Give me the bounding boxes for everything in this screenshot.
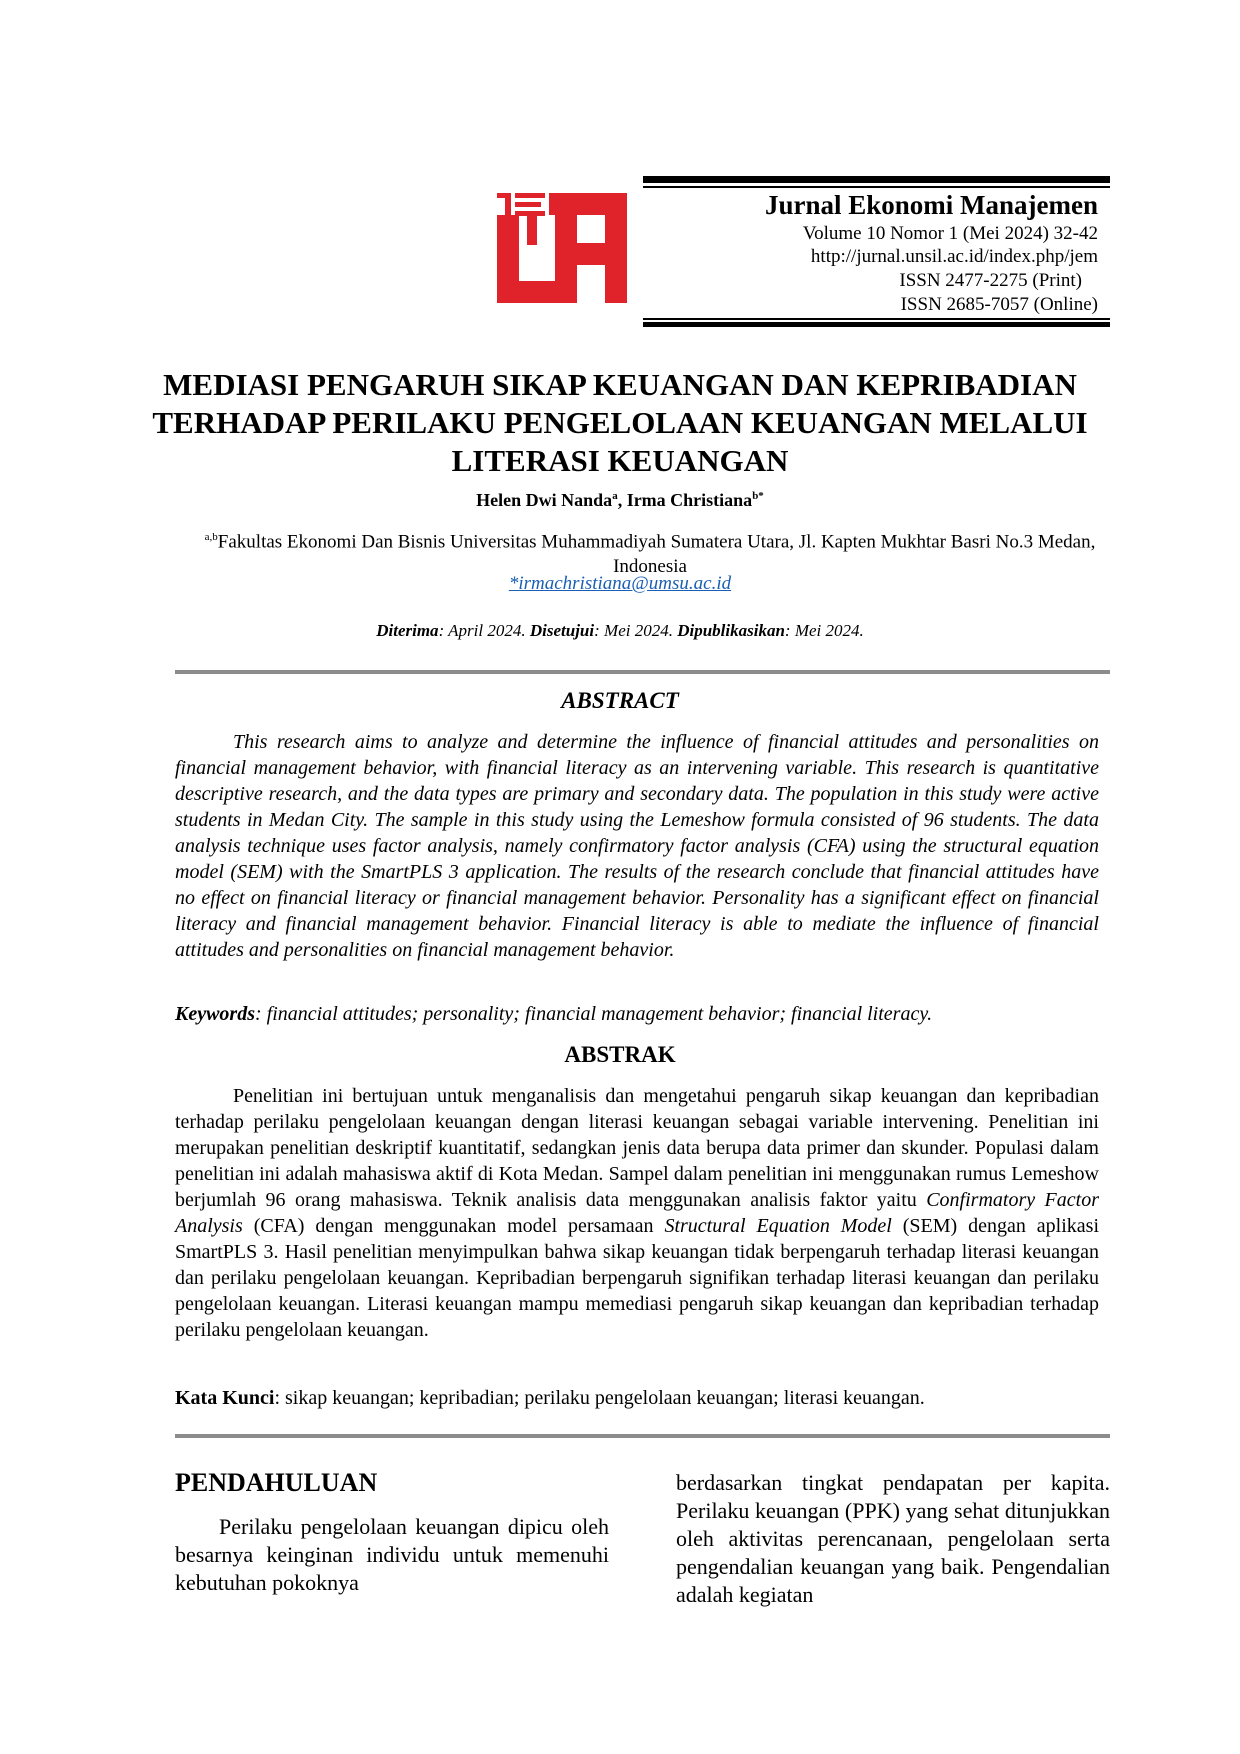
- abstract-heading: ABSTRACT: [561, 688, 679, 713]
- author-2: Irma Christiana: [626, 490, 753, 510]
- approved-label: Disetujui: [529, 621, 595, 640]
- author-1: Helen Dwi Nanda: [476, 490, 613, 510]
- header-rule-top: [643, 176, 1110, 183]
- divider-top: [175, 670, 1110, 674]
- header-rule-bottom-thin: [643, 318, 1110, 320]
- published-label: Dipublikasikan: [677, 621, 785, 640]
- keywords-text: : financial attitudes; personality; financial management behavior; financial literacy.: [255, 1003, 933, 1025]
- article-dates: [130, 621, 1110, 641]
- section-heading: PENDAHULUAN: [175, 1468, 378, 1497]
- published-date: : Mei 2024.: [784, 621, 864, 640]
- keywords-label: Keywords: [175, 1003, 255, 1025]
- body-right-column: berdasarkan tingkat pendapatan per kapita. Perilaku keuangan (PPK) yang sehat ditunjukkan oleh aktivitas perencanaan, pengelolaan serta pengendalian keuangan yang baik. Pengendalian adalah kegiatan: [676, 1470, 1110, 1607]
- header-rule-top-thin: [643, 186, 1110, 188]
- journal-logo: [497, 193, 627, 303]
- abstrak-part-3: (SEM) dengan aplikasi SmartPLS 3. Hasil penelitian menyimpulkan bahwa sikap keuangan tidak berpengaruh terhadap literasi keuangan dan perilaku pengelolaan keuangan. Kepribadian berpengaruh signifikan terhadap literasi keuangan dan perilaku pengelolaan keuangan. Literasi keuangan mampu memediasi pengaruh sikap keuangan dan kepribadian terhadap perilaku pengelolaan keuangan.: [175, 1215, 1099, 1341]
- kata-kunci-label: Kata Kunci: [175, 1387, 275, 1409]
- body-left-column: Perilaku pengelolaan keuangan dipicu oleh besarnya keinginan individu untuk memenuhi kebutuhan pokoknya: [175, 1514, 609, 1595]
- header-rule-bottom: [643, 322, 1110, 327]
- abstract-text: This research aims to analyze and determine the influence of financial attitudes and personalities on financial management behavior, with financial literacy as an intervening variable. This research is quantitative descriptive research, and the data types are primary and secondary data. The population in this study were active students in Medan City. The sample in this study using the Lemeshow formula consisted of 96 students. The data analysis technique uses factor analysis, namely confirmatory factor analysis (CFA) using the structural equation model (SEM) with the SmartPLS 3 application. The results of the research conclude that financial attitudes have no effect on financial literacy or financial management behavior. Personality has a significant effect on financial literacy and financial management behavior. Financial literacy is able to mediate the influence of financial attitudes and personalities on financial management behavior.: [175, 731, 1099, 961]
- corresponding-email[interactable]: *irmachristiana@umsu.ac.id: [508, 573, 732, 594]
- kata-kunci-text: : sikap keuangan; kepribadian; perilaku pengelolaan keuangan; literasi keuangan.: [274, 1387, 925, 1409]
- journal-url[interactable]: http://jurnal.unsil.ac.id/index.php/jem: [810, 246, 1098, 267]
- issn-print: ISSN 2477-2275 (Print): [899, 270, 1082, 291]
- abstrak-part-1: Penelitian ini bertujuan untuk menganalisis dan mengetahui pengaruh sikap keuangan dan kepribadian terhadap perilaku pengelolaan keuangan dengan literasi keuangan sebagai variable intervening. Penelitian ini merupakan penelitian deskriptif kuantitatif, sedangkan jenis data berupa data primer dan skunder. Populasi dalam penelitian ini adalah mahasiswa aktif di Kota Medan. Sampel dalam penelitian ini menggunakan rumus Lemeshow berjumlah 96 orang mahasiswa. Teknik analisis data menggunakan analisis faktor yaitu: [175, 1085, 1099, 1211]
- issn-online: ISSN 2685-7057 (Online): [900, 294, 1098, 315]
- affiliation-text: Fakultas Ekonomi Dan Bisnis Universitas Muhammadiyah Sumatera Utara, Jl. Kapten Mukhtar Basri No.3 Medan, Indonesia: [217, 531, 1096, 578]
- received-label: Diterima: [376, 621, 439, 640]
- sem-term: Structural Equation Model: [664, 1215, 892, 1237]
- divider-bottom: [175, 1434, 1110, 1438]
- author-1-sup: a: [612, 490, 618, 502]
- kata-kunci: [175, 1387, 1110, 1410]
- approved-date: : Mei 2024.: [594, 621, 678, 640]
- affiliation: [190, 525, 1110, 579]
- keywords: [175, 1003, 1110, 1026]
- article-title: MEDIASI PENGARUH SIKAP KEUANGAN DAN KEPRIBADIAN TERHADAP PERILAKU PENGELOLAAN KEUANGAN MELALUI LITERASI KEUANGAN: [152, 367, 1088, 478]
- author-separator: ,: [617, 490, 627, 510]
- received-date: : April 2024.: [438, 621, 530, 640]
- journal-volume: Volume 10 Nomor 1 (Mei 2024) 32-42: [802, 223, 1098, 244]
- authors: [130, 490, 1110, 511]
- abstrak-text: [175, 1083, 1099, 1343]
- abstrak-heading: ABSTRAK: [564, 1042, 676, 1067]
- affiliation-sup: a,b: [204, 531, 218, 543]
- author-2-sup: b*: [752, 490, 764, 502]
- abstrak-part-2: (CFA) dengan menggunakan model persamaan: [242, 1215, 665, 1237]
- journal-name: Jurnal Ekonomi Manajemen: [764, 190, 1098, 220]
- cfa-term: Confirmatory Factor Analysis: [175, 1189, 1099, 1237]
